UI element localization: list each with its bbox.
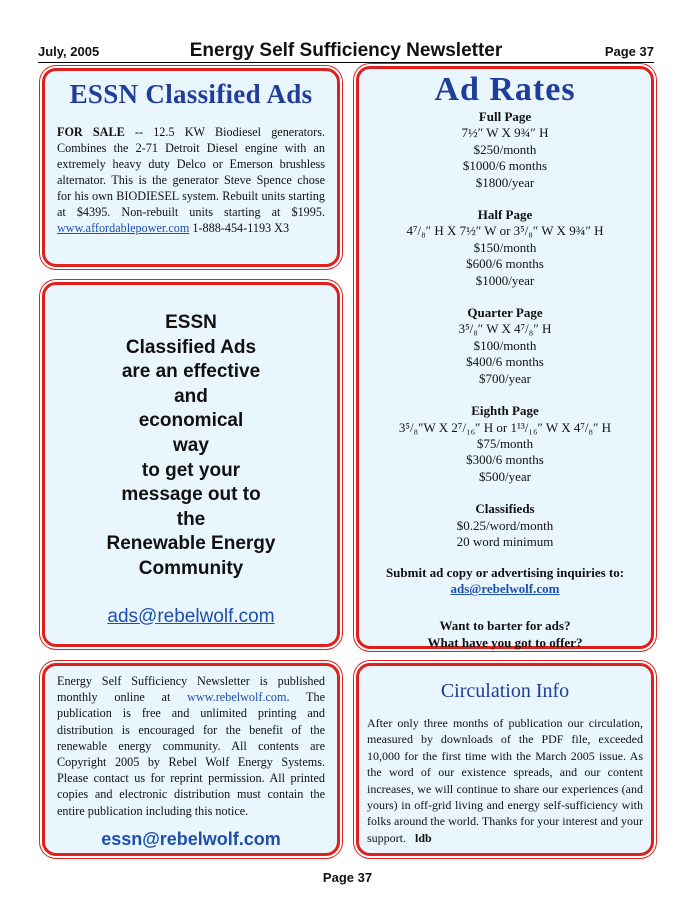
rate-name: Classifieds xyxy=(475,501,535,517)
rate-sections xyxy=(359,109,651,550)
circulation-text xyxy=(367,715,643,846)
rate-section xyxy=(359,207,651,289)
rate-price: $250/month xyxy=(473,141,537,157)
section-gap xyxy=(359,191,651,207)
newsletter-title: Energy Self Sufficiency Newsletter xyxy=(189,40,503,61)
rate-name: Full Page xyxy=(478,109,532,124)
classified-ads-box xyxy=(42,68,340,267)
rate-name: Quarter Page xyxy=(467,305,543,321)
rate-size: 3⁵/₈″W X 2⁷/₁₆″ H or 1¹³/₁₆″ W X 4⁷/₈″ H xyxy=(398,419,612,435)
section-gap xyxy=(359,289,651,305)
publication-notice-box xyxy=(42,663,340,856)
promo-line: message out to xyxy=(121,484,261,506)
circulation-body: After only three months of publication our circulation, measured by downloads of the PDF file, exceeded 10,000 for the first time with the March 2005 issue. As the word of our existence spreads, and our content increases, we will continue to share our experiences (and yours) in off-grid living and energy self-sufficiency with folks around the world. Thanks for your interest and your support. xyxy=(367,716,643,845)
circulation-info-box xyxy=(356,663,654,856)
rate-price: $300/6 months xyxy=(466,452,544,468)
page-header xyxy=(38,40,654,62)
header-rule xyxy=(38,62,654,63)
classified-promo-box xyxy=(42,282,340,647)
promo-email-link[interactable]: ads@rebelwolf.com xyxy=(107,605,275,627)
section-gap xyxy=(359,485,651,501)
promo-line: way xyxy=(173,434,209,456)
classified-ad xyxy=(57,124,325,236)
rate-price: $75/month xyxy=(476,435,534,451)
promo-line: economical xyxy=(138,410,244,432)
promo-line: are an effective xyxy=(121,361,261,383)
circulation-title: Circulation Info xyxy=(440,680,570,702)
rate-section xyxy=(359,305,651,387)
rate-section xyxy=(359,403,651,485)
rate-name: Eighth Page xyxy=(471,403,539,419)
rate-price: $1000/6 months xyxy=(462,158,548,174)
rate-size: 7½″ W X 9¾″ H xyxy=(461,125,549,141)
page-footer: Page 37 xyxy=(322,870,373,885)
promo-line: ESSN xyxy=(165,312,217,333)
ad-phone: 1-888-454-1193 X3 xyxy=(189,221,290,235)
promo-line: Renewable Energy xyxy=(106,533,276,555)
rate-price: $150/month xyxy=(473,239,537,255)
ad-text: -- 12.5 KW Biodiesel generators. Combines the 2-71 Detroit Diesel engine with an extremely heavy duty Delco or Emerson brushless alternator. This is the generator Steve Spence chose for his own BIODIESEL system. Rebuilt units starting at $4395. Non-rebuilt units starting at $1995. xyxy=(57,125,325,219)
publication-notice xyxy=(57,673,325,819)
rate-section xyxy=(359,501,651,550)
ad-rates-title: Ad Rates xyxy=(434,71,576,108)
ad-rates-box xyxy=(356,66,654,649)
promo-line: Classified Ads xyxy=(125,336,257,358)
notice-text-end: . The publication is free and unlimited printing and distribution is encouraged for the benefit of the renewable energy community. All contents are Copyright 2005 by Rebel Wolf Energy Systems. Please contact us for reprint permission. All printed copies and electronic distribution must contain the entire publication including this notice. xyxy=(57,690,325,818)
notice-text-start: Energy Self Sufficiency Newsletter is published monthly online at xyxy=(57,674,325,705)
rate-price: $1000/year xyxy=(475,272,535,288)
rate-price: $100/month xyxy=(473,337,537,353)
rate-price: $0.25/word/month xyxy=(456,517,554,533)
website-link[interactable]: www.rebelwolf.com xyxy=(187,690,287,705)
rate-price: $1800/year xyxy=(475,174,535,190)
rate-price: $600/6 months xyxy=(466,256,544,272)
barter-line-1: Want to barter for ads? xyxy=(439,618,571,634)
rate-name: Half Page xyxy=(477,207,533,223)
submit-instructions: Submit ad copy or advertising inquiries to: xyxy=(385,565,625,581)
section-gap xyxy=(359,387,651,403)
submit-email-link[interactable]: ads@rebelwolf.com xyxy=(450,581,560,597)
rate-price: $500/year xyxy=(479,468,531,484)
rate-size: 3⁵/₈″ W X 4⁷/₈″ H xyxy=(458,321,552,337)
barter-line-2: What have you got to offer? xyxy=(427,635,583,651)
rate-price: 20 word minimum xyxy=(456,533,554,549)
rate-section xyxy=(359,109,651,191)
promo-line: Community xyxy=(138,557,244,579)
classified-title: ESSN Classified Ads xyxy=(69,79,313,109)
promo-line: and xyxy=(174,385,208,407)
rate-price: $700/year xyxy=(479,370,531,386)
ad-website-link[interactable]: www.affordablepower.com xyxy=(57,221,190,235)
author-signature: ldb xyxy=(415,830,432,845)
contact-email-link[interactable]: essn@rebelwolf.com xyxy=(101,829,281,849)
promo-line: to get your xyxy=(141,459,241,481)
ad-lead: FOR SALE xyxy=(57,125,125,139)
barter-offer xyxy=(359,617,651,651)
promo-text xyxy=(45,311,337,582)
header-page-number: Page 37 xyxy=(604,44,654,59)
promo-line: the xyxy=(176,508,206,530)
rate-size: 4⁷/₈″ H X 7½″ W or 3⁵/₈″ W X 9¾″ H xyxy=(406,223,604,239)
rate-price: $400/6 months xyxy=(466,354,544,370)
issue-date: July, 2005 xyxy=(38,44,100,59)
